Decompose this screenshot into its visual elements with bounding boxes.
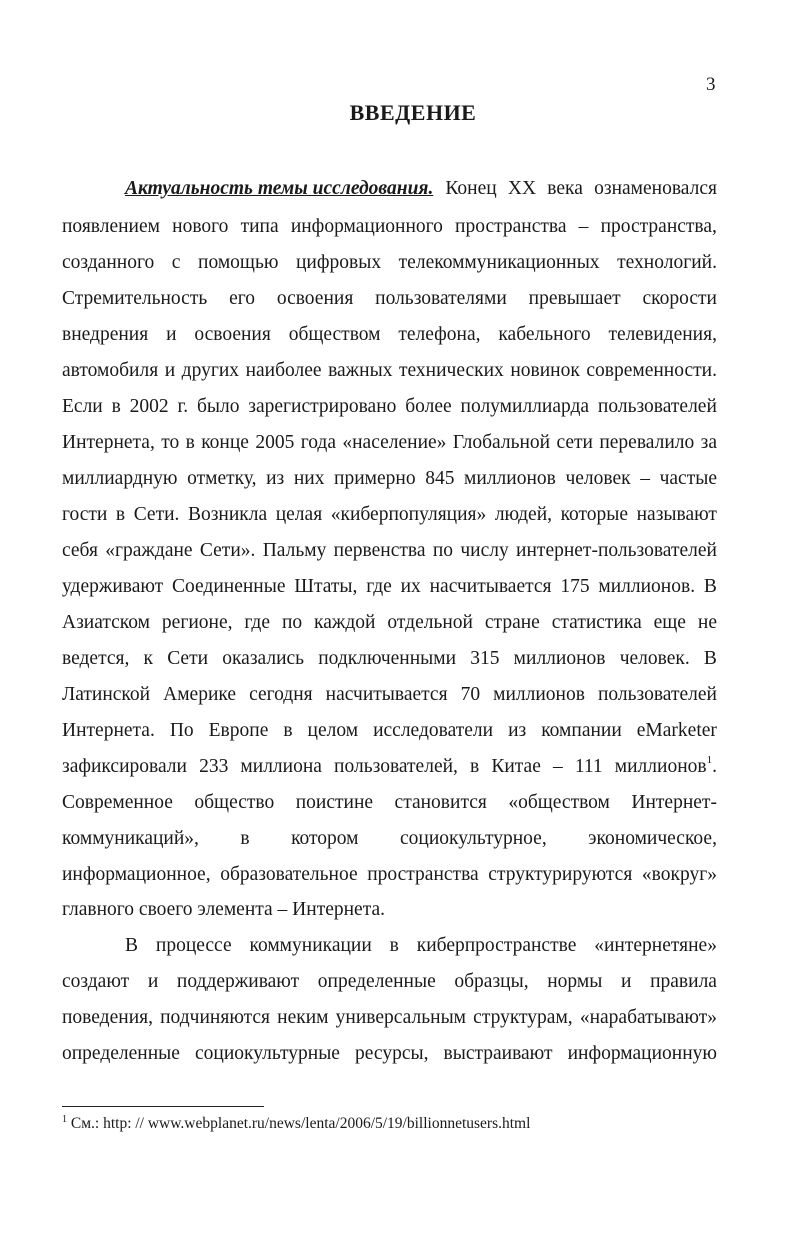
word: сети	[556, 432, 593, 453]
paragraph-1-line	[62, 428, 717, 458]
section-lead-heading: Актуальность темы исследования.	[125, 178, 434, 199]
footnote-text: См.: http: // www.webplanet.ru/news/lenta/2006/5/19/billionnetusers.html	[70, 1115, 531, 1132]
word: человек	[565, 468, 631, 489]
word: технических	[398, 360, 504, 381]
word: отдельной	[387, 612, 473, 633]
word: автомобиля	[62, 360, 159, 381]
word: Интернета.	[62, 720, 155, 741]
word: В	[125, 935, 139, 956]
word: стране	[484, 612, 540, 633]
word: пользователей,	[334, 756, 458, 777]
word: выстраивают	[443, 1043, 553, 1064]
paragraph-2-line	[62, 1039, 717, 1069]
paragraph-1-line	[62, 572, 717, 602]
word: структурам,	[473, 1007, 573, 1028]
word: миллионов	[464, 468, 556, 489]
word: 845	[425, 468, 455, 489]
word: экономическое,	[588, 828, 717, 849]
word: коммуникаций»,	[62, 828, 199, 849]
word: типа	[240, 216, 279, 237]
word: в	[389, 935, 399, 956]
word: пространства	[367, 864, 479, 885]
word: 70	[460, 684, 481, 705]
word: ресурсы,	[355, 1043, 429, 1064]
word: первенства	[333, 540, 426, 561]
word: Сети».	[199, 540, 256, 561]
word: числу	[460, 540, 509, 561]
word: из	[266, 468, 285, 489]
word: частые	[659, 468, 717, 489]
paragraph-1-line	[62, 608, 717, 638]
word: 111	[574, 756, 603, 777]
word: Глобальной	[452, 432, 551, 453]
word: информационного	[290, 216, 443, 237]
word: ведется,	[62, 648, 130, 669]
word: человек.	[619, 648, 690, 669]
word: коммуникации	[249, 935, 372, 956]
word: определенные	[62, 1043, 180, 1064]
word: перевалило	[599, 432, 695, 453]
word: универсальным	[335, 1007, 467, 1028]
paragraph-1-line-1-rest	[433, 174, 717, 204]
word: «интернетяне»	[594, 935, 717, 956]
paragraph-1-line	[62, 788, 717, 818]
word: пользователей	[597, 396, 717, 417]
word: статистика	[551, 612, 642, 633]
word: целом	[307, 720, 359, 741]
word: компании	[541, 720, 622, 741]
word: г.	[177, 396, 189, 417]
word: миллиона	[240, 756, 322, 777]
word: нормы	[547, 971, 603, 992]
word: Интернета,	[62, 432, 155, 453]
word: миллионов	[513, 648, 606, 669]
word: насчитывается	[325, 684, 448, 705]
word: гости	[62, 504, 108, 525]
word: образовательное	[220, 864, 358, 885]
word: –	[640, 468, 650, 489]
word: «вокруг»	[641, 864, 717, 885]
word: «нарабатывают»	[579, 1007, 717, 1028]
word: людей,	[494, 504, 553, 525]
word: «население»	[342, 432, 447, 453]
paragraph-1-line	[62, 284, 717, 314]
paragraph-1-last-line	[62, 895, 717, 925]
word: 315	[470, 648, 500, 669]
word: в	[111, 396, 121, 417]
word: «обществом	[508, 792, 610, 813]
word: социокультурное,	[399, 828, 547, 849]
word: в	[470, 756, 480, 777]
word: и	[147, 971, 159, 992]
paragraph-2-line	[62, 967, 717, 997]
word: пространства,	[600, 216, 717, 237]
word: Пальму	[262, 540, 327, 561]
word: года	[300, 432, 336, 453]
paragraph-1-line	[62, 860, 717, 890]
word: становится	[394, 792, 487, 813]
paragraph-1-line	[62, 680, 717, 710]
word: из	[508, 720, 527, 741]
word: Возникла	[187, 504, 268, 525]
word: за	[700, 432, 717, 453]
word: –	[552, 756, 563, 777]
word: новинок	[510, 360, 580, 381]
word: в	[115, 504, 126, 525]
word: в	[240, 828, 250, 849]
word: По	[169, 720, 194, 741]
word: Китае	[491, 756, 541, 777]
word: Европе	[208, 720, 269, 741]
word: отметку,	[187, 468, 257, 489]
word: подчиняются	[160, 1007, 271, 1028]
word: его	[229, 288, 255, 309]
word: регионе,	[161, 612, 233, 633]
word: телекоммуникационных	[398, 252, 600, 273]
word: к	[143, 648, 153, 669]
word: то	[161, 432, 180, 453]
word: целая	[275, 504, 323, 525]
word: конце	[201, 432, 249, 453]
word: других	[181, 360, 240, 381]
word: и	[166, 324, 177, 345]
paragraph-1-line	[62, 356, 717, 386]
word: их	[400, 576, 421, 597]
word: исследователи	[373, 720, 494, 741]
word: по	[281, 612, 303, 633]
paragraph-1-line	[62, 500, 717, 530]
word: Конец	[445, 178, 497, 199]
word: миллионов$^1$.	[614, 754, 717, 777]
word: ознаменовался	[594, 178, 717, 199]
word: eMarketer	[636, 720, 717, 741]
word: освоения	[194, 324, 271, 345]
word: века	[547, 178, 583, 199]
word: пользователями	[375, 288, 507, 309]
word: неким	[277, 1007, 329, 1028]
word: сегодня	[249, 684, 313, 705]
word: оказались	[222, 648, 305, 669]
word: зафиксировали	[62, 756, 187, 777]
word: называют	[636, 504, 717, 525]
word: Современное	[62, 792, 173, 813]
word: информационную	[567, 1043, 717, 1064]
word: с	[171, 252, 181, 273]
page-title: ВВЕДЕНИЕ	[349, 100, 477, 125]
footnote-separator	[62, 1106, 264, 1107]
footnote-marker: 1	[62, 1114, 67, 1125]
paragraph-1-line	[62, 392, 717, 422]
word: Стремительность	[62, 288, 208, 309]
word: В	[703, 576, 717, 597]
word: появлением	[62, 216, 160, 237]
word: где	[244, 612, 271, 633]
word: Азиатском	[62, 612, 150, 633]
word: миллиардную	[62, 468, 178, 489]
word: нового	[172, 216, 229, 237]
word: правила	[650, 971, 717, 992]
word: важных	[328, 360, 393, 381]
word: информационное,	[62, 864, 211, 885]
word: в	[185, 432, 195, 453]
word: В	[703, 648, 717, 669]
word: и	[621, 971, 632, 992]
word: миллионов	[493, 684, 585, 705]
word: которые	[560, 504, 629, 525]
word: «граждане	[105, 540, 193, 561]
word: каждой	[314, 612, 376, 633]
word: Сети	[167, 648, 209, 669]
word: –	[578, 216, 589, 237]
word: и	[164, 360, 176, 381]
word: 233	[199, 756, 229, 777]
word: структурируются	[488, 864, 633, 885]
paragraph-1-line	[62, 464, 717, 494]
word: обществом	[288, 324, 381, 345]
word: созданного	[62, 252, 155, 273]
word: помощью	[198, 252, 279, 273]
word: создают	[62, 971, 130, 992]
word: пользователей	[597, 684, 717, 705]
word: наиболее	[245, 360, 322, 381]
paragraph-1-line	[62, 644, 717, 674]
word: превышает	[528, 288, 621, 309]
word: примерно	[334, 468, 416, 489]
paragraph-1-line	[62, 212, 717, 242]
footnote	[62, 1115, 530, 1133]
word: Если	[62, 396, 103, 417]
word: было	[196, 396, 240, 417]
word: телевидения,	[608, 324, 717, 345]
word: киберпространстве	[416, 935, 577, 956]
word: Соединенные	[172, 576, 286, 597]
word: социокультурные	[195, 1043, 340, 1064]
page-number: 3	[706, 74, 716, 95]
word: подключенными	[318, 648, 457, 669]
word: в	[283, 720, 293, 741]
word: более	[405, 396, 452, 417]
word: них	[293, 468, 325, 489]
footnote-reference[interactable]: 1	[706, 754, 713, 766]
word: 2002	[129, 396, 169, 417]
word: насчитывается	[429, 576, 552, 597]
word: по	[432, 540, 453, 561]
word: процессе	[155, 935, 232, 956]
word: зарегистрировано	[248, 396, 397, 417]
word: интернет-пользователей	[516, 540, 717, 561]
word: телефона,	[398, 324, 481, 345]
word: освоения	[276, 288, 354, 309]
word: XX	[507, 178, 537, 199]
word: поддерживают	[176, 971, 300, 992]
paragraph-1-line	[62, 716, 717, 746]
paragraph-1-line-with-footnote	[62, 752, 717, 782]
word: современности.	[586, 360, 717, 381]
line-text: главного своего элемента – Интернета.	[62, 899, 386, 920]
word: поистине	[295, 792, 374, 813]
word: Сети.	[133, 504, 180, 525]
word: Латинской	[62, 684, 151, 705]
word: технологий.	[617, 252, 717, 273]
word: удерживают	[62, 576, 164, 597]
word: Штаты,	[294, 576, 358, 597]
word: цифровых	[296, 252, 382, 273]
word: пространства	[455, 216, 567, 237]
word: определенные	[317, 971, 436, 992]
word: миллионов.	[598, 576, 696, 597]
word: скорости	[642, 288, 717, 309]
word: себя	[62, 540, 98, 561]
paragraph-1-line	[62, 320, 717, 350]
word: не	[697, 612, 717, 633]
word: Интернет-	[631, 792, 717, 813]
word: котором	[291, 828, 359, 849]
word: Америке	[163, 684, 237, 705]
paragraph-1-line	[62, 824, 717, 854]
paragraph-2-line	[62, 1003, 717, 1033]
word: внедрения	[62, 324, 149, 345]
word: кабельного	[498, 324, 591, 345]
paragraph-2-line	[62, 931, 717, 961]
paragraph-1-line	[62, 248, 717, 278]
word: полумиллиарда	[460, 396, 590, 417]
word: где	[366, 576, 392, 597]
word: общество	[194, 792, 275, 813]
word: образцы,	[454, 971, 529, 992]
word: еще	[653, 612, 686, 633]
word: 2005	[255, 432, 295, 453]
word: «киберпопуляция»	[330, 504, 487, 525]
paragraph-1-line-1	[62, 174, 717, 204]
word: поведения,	[62, 1007, 153, 1028]
word: 175	[560, 576, 590, 597]
paragraph-1-line	[62, 536, 717, 566]
